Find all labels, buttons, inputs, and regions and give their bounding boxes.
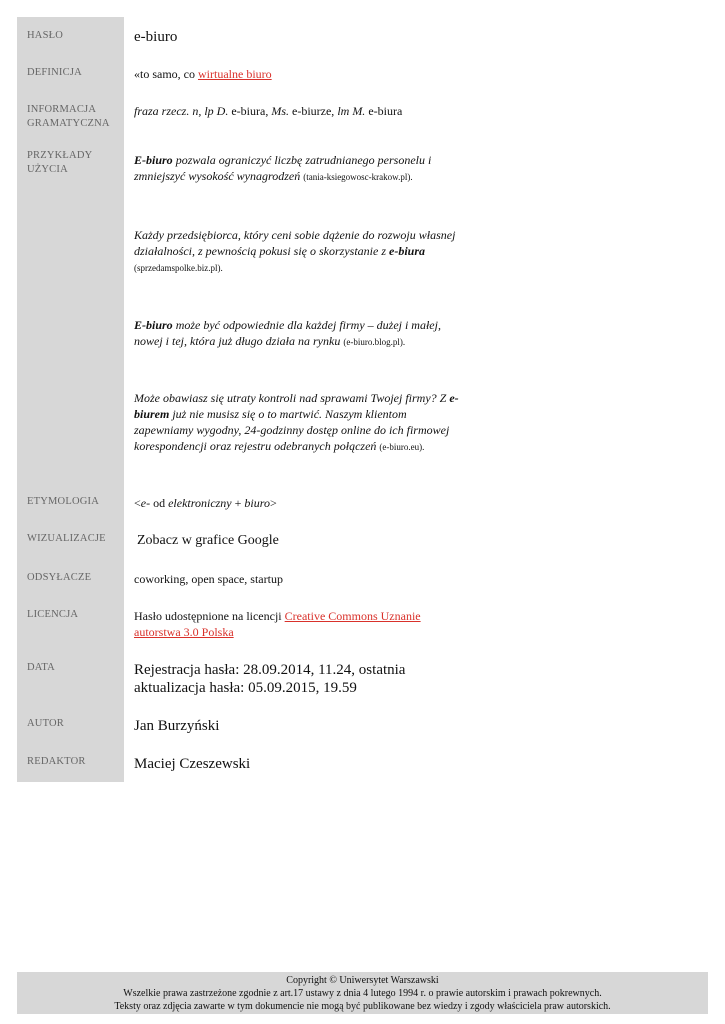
example-headword: e-biura bbox=[389, 244, 425, 258]
definition bbox=[134, 66, 464, 82]
etymology-part: + bbox=[231, 496, 245, 510]
license-text: Hasło udostępnione na licencji bbox=[134, 609, 285, 623]
cross-references: coworking, open space, startup bbox=[134, 572, 283, 586]
definition-link[interactable]: wirtualne biuro bbox=[198, 67, 272, 81]
grammar-part: lm M. bbox=[337, 104, 366, 118]
copyright-footer bbox=[17, 972, 708, 1014]
google-images-link[interactable]: Zobacz w grafice Google bbox=[137, 533, 279, 548]
example-1 bbox=[134, 152, 464, 185]
example-headword: E-biuro bbox=[134, 318, 173, 332]
etymology-part: e- bbox=[140, 496, 151, 510]
example-4 bbox=[134, 390, 464, 455]
footer-line: Wszelkie prawa zastrzeżone zgodnie z art.17 ustawy z dnia 4 lutego 1994 r. o prawie autorskim i prawach pokrewnych. bbox=[123, 988, 602, 999]
editor: Maciej Czeszewski bbox=[134, 756, 251, 772]
label-licencja: LICENCJA bbox=[27, 609, 79, 620]
license-link[interactable]: Creative Commons Uznanie autorstwa 3.0 Polska bbox=[134, 609, 421, 639]
definition-text: «to samo, co bbox=[134, 67, 198, 81]
label-etymologia: ETYMOLOGIA bbox=[27, 496, 99, 507]
example-headword: E-biuro bbox=[134, 153, 173, 167]
author: Jan Burzyński bbox=[134, 718, 220, 734]
example-source: (e-biuro.blog.pl) bbox=[343, 337, 403, 347]
label-przyklady: PRZYKŁADY UŻYCIA bbox=[27, 150, 92, 175]
label-wizualizacje: WIZUALIZACJE bbox=[27, 533, 106, 544]
grammar-part: Ms. bbox=[271, 104, 289, 118]
example-source: (sprzedamspolke.biz.pl) bbox=[134, 263, 221, 273]
example-end: . bbox=[402, 337, 406, 347]
example-text: może być odpowiednie dla każdej firmy – dużej i małej, nowej i tej, która już długo działa na rynku bbox=[134, 318, 441, 348]
example-text: Każdy przedsiębiorca, który ceni sobie dążenie do rozwoju własnej działalności, z pewnością pokusi się o skorzystanie z bbox=[134, 228, 456, 258]
example-end: . bbox=[220, 263, 223, 273]
footer-line: Teksty oraz zdjęcia zawarte w tym dokumencie nie mogą być publikowane bez wiedzy i zgody właściciela praw autorskich. bbox=[114, 1001, 611, 1012]
grammar-part: e-biura bbox=[365, 104, 403, 118]
grammar-part: e-biura, bbox=[228, 104, 272, 118]
label-odsylacze: ODSYŁACZE bbox=[27, 572, 92, 583]
example-text: już nie musisz się o to martwić. Naszym klientom zapewniamy wygodny, 24-godzinny dostęp online do ich firmowej korespondencji oraz rejestru odebranych połączeń bbox=[134, 407, 450, 453]
label-haslo: HASŁO bbox=[27, 30, 64, 41]
example-text: pozwala ograniczyć liczbę zatrudnianego personelu i zmniejszyć wysokość wynagrodzeń bbox=[134, 153, 432, 183]
etymology-part: < bbox=[134, 496, 141, 510]
grammar-part: fraza rzecz. n, lp D. bbox=[134, 104, 229, 118]
etymology-part: biuro bbox=[244, 496, 270, 510]
example-source: (tania-ksiegowosc-krakow.pl) bbox=[303, 172, 411, 182]
grammar-part: e-biurze, bbox=[289, 104, 338, 118]
label-definicja: DEFINICJA bbox=[27, 67, 82, 78]
label-autor: AUTOR bbox=[27, 718, 64, 729]
example-end: . bbox=[422, 442, 425, 452]
etymology-part: od bbox=[150, 496, 169, 510]
example-2 bbox=[134, 227, 464, 276]
example-source: (e-biuro.eu) bbox=[379, 442, 423, 452]
headword: e-biuro bbox=[134, 29, 178, 45]
footer-line: Copyright © Uniwersytet Warszawski bbox=[286, 975, 439, 986]
label-informacja: INFORMACJA GRAMATYCZNA bbox=[27, 104, 110, 129]
example-3 bbox=[134, 317, 464, 350]
grammar-info bbox=[134, 103, 464, 119]
etymology-part: elektroniczny bbox=[168, 496, 232, 510]
dates: Rejestracja hasła: 28.09.2014, 11.24, ostatnia aktualizacja hasła: 05.09.2015, 19.59 bbox=[134, 662, 406, 696]
example-headword: e-biurem bbox=[134, 391, 459, 421]
license bbox=[134, 608, 434, 640]
example-text: Może obawiasz się utraty kontroli nad sprawami Twojej firmy? Z bbox=[134, 391, 450, 405]
label-redaktor: REDAKTOR bbox=[27, 756, 86, 767]
etymology-part: > bbox=[269, 496, 277, 510]
etymology bbox=[134, 495, 464, 511]
example-end: . bbox=[410, 172, 413, 182]
label-data: DATA bbox=[27, 662, 55, 673]
